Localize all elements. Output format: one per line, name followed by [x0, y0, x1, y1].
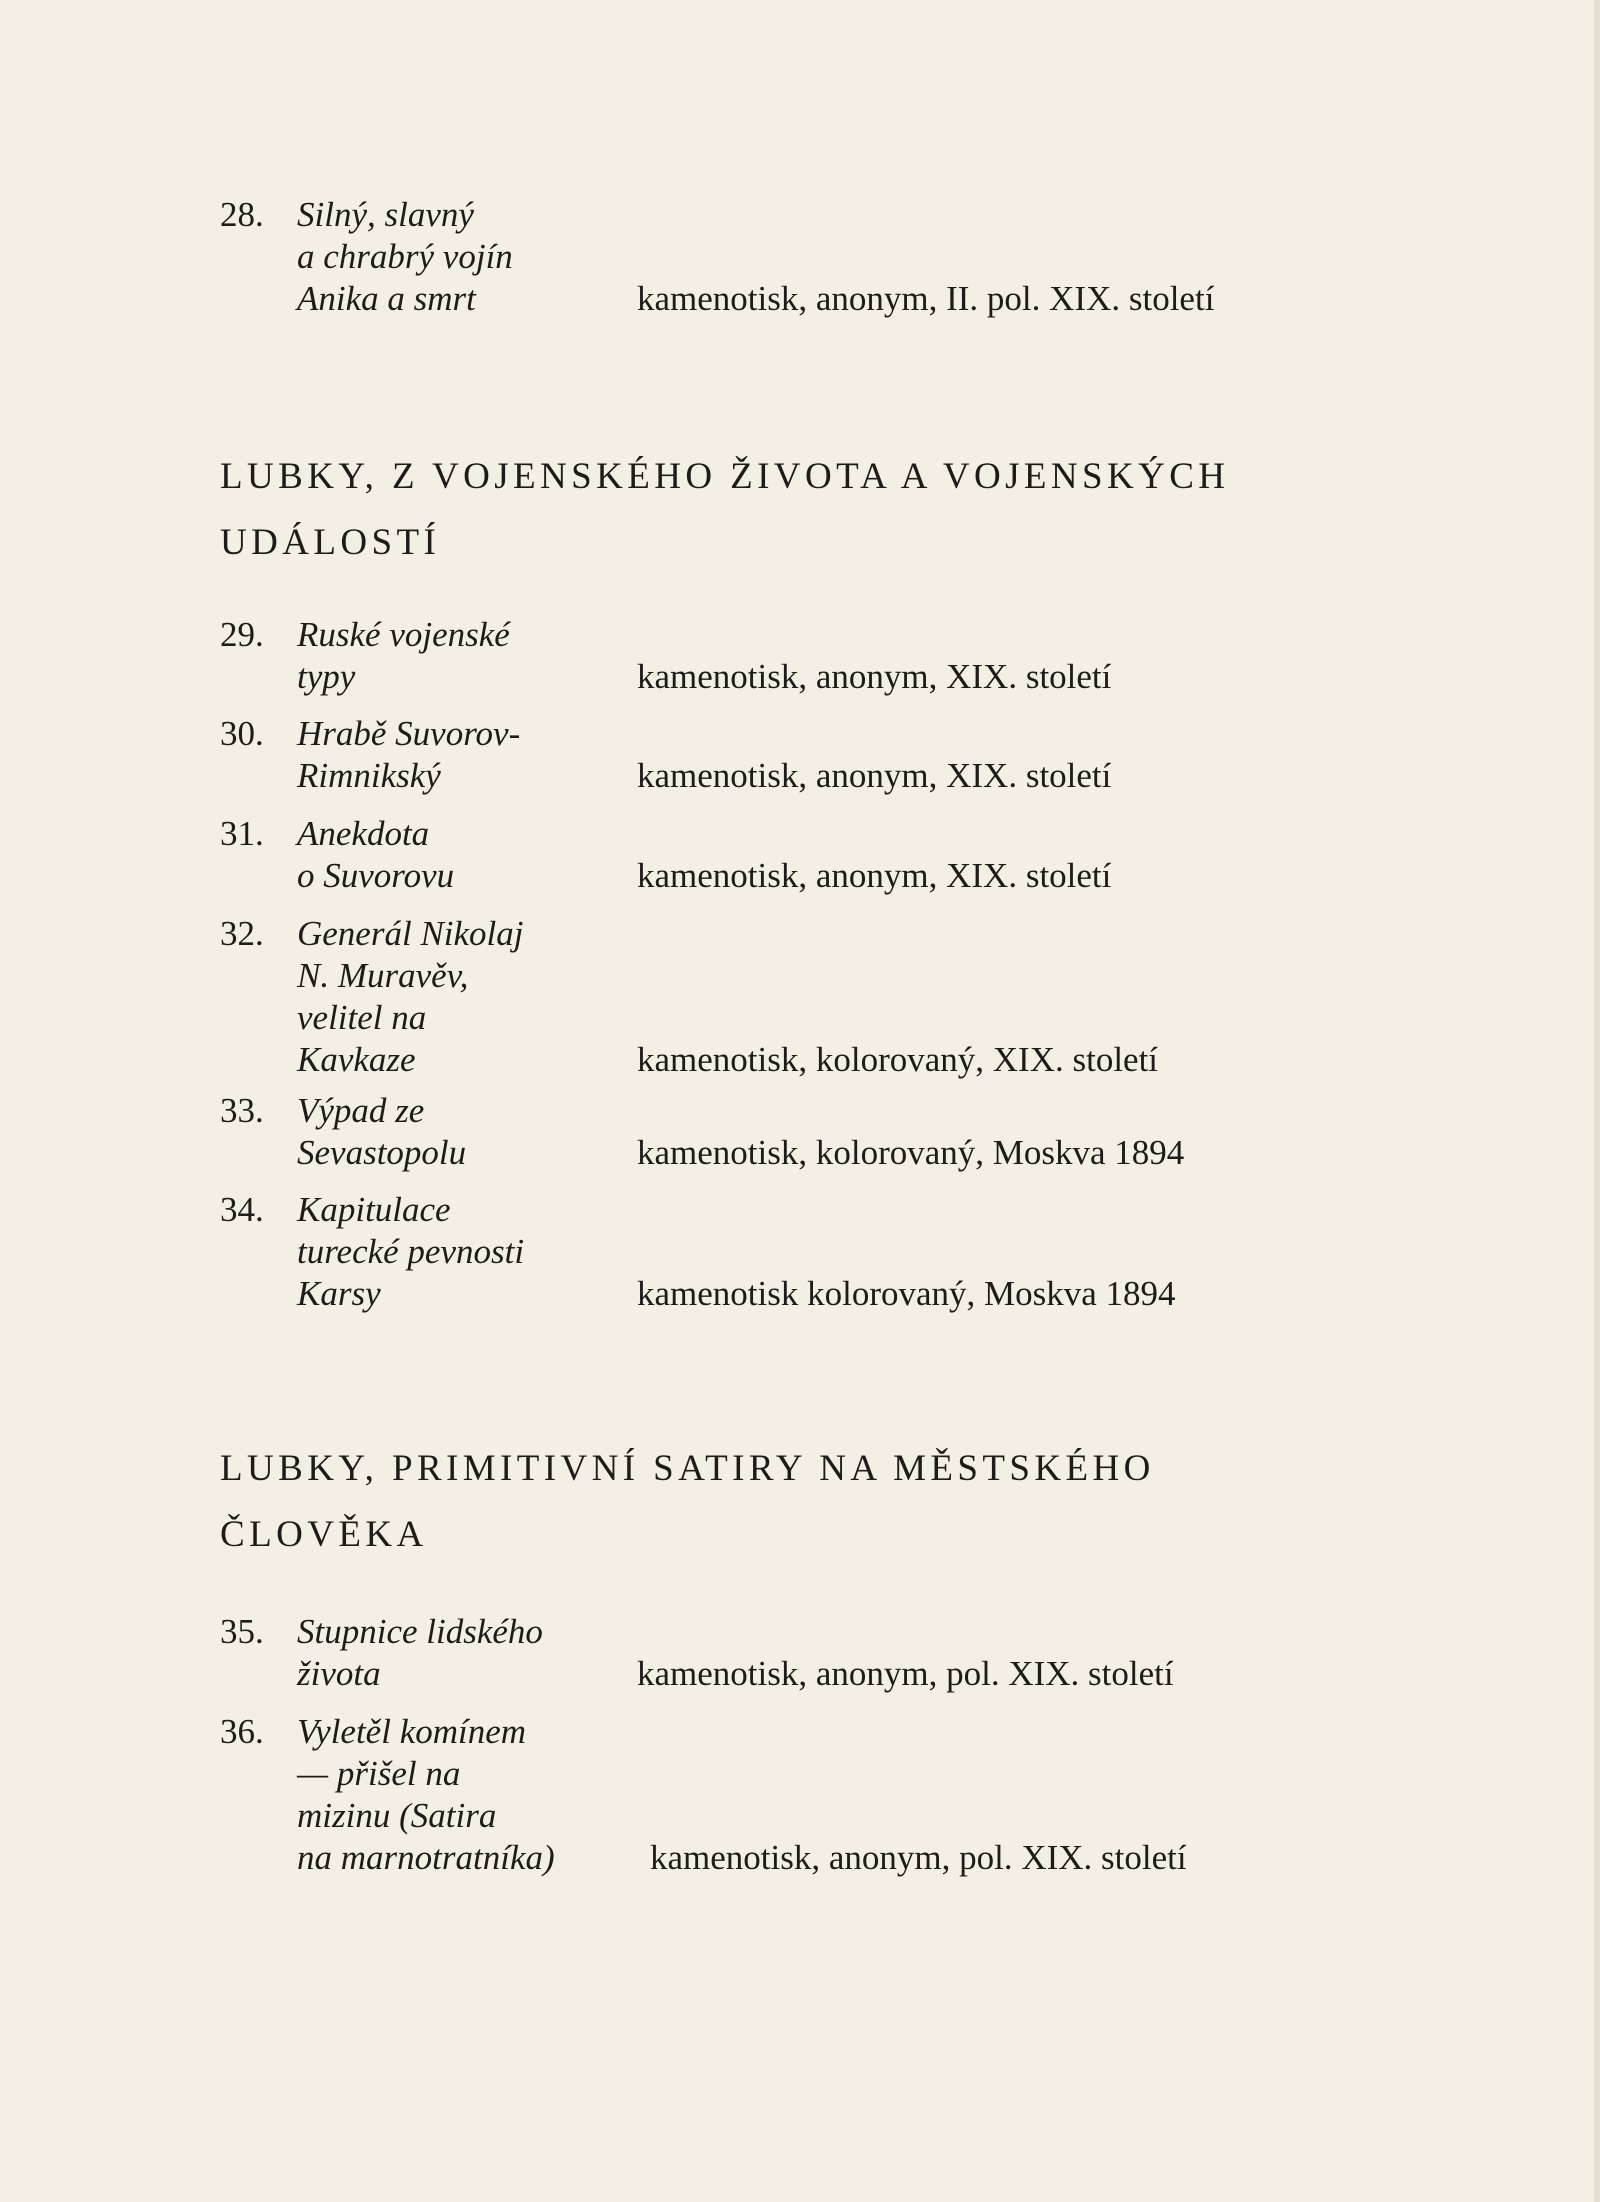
entry-title	[297, 913, 524, 1081]
entry-title-line: Ruské vojenské	[297, 615, 510, 654]
entry-title-line: velitel na	[297, 998, 427, 1037]
section-heading-line: UDÁLOSTÍ	[220, 522, 441, 563]
entry-description: kamenotisk, anonym, pol. XIX. století	[650, 1838, 1187, 1877]
entry-title-line: typy	[297, 657, 356, 696]
entry-description: kamenotisk, anonym, XIX. století	[637, 756, 1112, 795]
entry-description: kamenotisk, anonym, pol. XIX. století	[637, 1654, 1174, 1693]
entry-title-line: turecké pevnosti	[297, 1232, 525, 1271]
section-heading-line: ČLOVĚKA	[220, 1514, 428, 1555]
entry-title-line: Rimnikský	[297, 756, 441, 795]
section-heading-line: LUBKY, PRIMITIVNÍ SATIRY NA MĚSTSKÉHO	[220, 1448, 1155, 1489]
entry-title-line: Hrabě Suvorov-	[297, 714, 521, 753]
entry-title	[297, 813, 454, 897]
entry-title-line: Sevastopolu	[297, 1133, 467, 1172]
entry-title-line: života	[297, 1654, 381, 1693]
page-edge	[1594, 0, 1600, 2202]
section-heading-line: LUBKY, Z VOJENSKÉHO ŽIVOTA A VOJENSKÝCH	[220, 456, 1230, 497]
entry-title-line: Kapitulace	[297, 1190, 451, 1229]
entry-title-line: Anekdota	[297, 814, 430, 853]
entry-title-line: Kavkaze	[297, 1040, 416, 1079]
entry-description: kamenotisk, anonym, XIX. století	[637, 657, 1112, 696]
entry-number: 31.	[220, 814, 264, 853]
entry-description: kamenotisk kolorovaný, Moskva 1894	[637, 1274, 1176, 1313]
entry-title	[297, 1189, 524, 1315]
entry-title	[297, 614, 510, 698]
entry-title-line: Generál Nikolaj	[297, 914, 524, 953]
entry-description: kamenotisk, anonym, II. pol. XIX. století	[637, 279, 1215, 318]
entry-title	[297, 194, 513, 320]
entry-description: kamenotisk, anonym, XIX. století	[637, 856, 1112, 895]
entry-number: 32.	[220, 914, 264, 953]
entry-number: 28.	[220, 195, 264, 234]
entry-title-line: o Suvorovu	[297, 856, 455, 895]
entry-description: kamenotisk, kolorovaný, XIX. století	[637, 1040, 1159, 1079]
entry-title	[297, 1611, 543, 1695]
entry-title-line: N. Muravěv,	[297, 956, 469, 995]
entry-title	[297, 713, 520, 797]
entry-number: 34.	[220, 1190, 264, 1229]
entry-description: kamenotisk, kolorovaný, Moskva 1894	[637, 1133, 1185, 1172]
entry-title-line: na marnotratníka)	[297, 1838, 555, 1877]
entry-title	[297, 1090, 466, 1174]
entry-title-line: Stupnice lidského	[297, 1612, 543, 1651]
entry-number: 33.	[220, 1091, 264, 1130]
section-heading	[220, 1436, 1420, 1568]
entry-title-line: Karsy	[297, 1274, 381, 1313]
entry-title-line: a chrabrý vojín	[297, 237, 513, 276]
entry-number: 29.	[220, 615, 264, 654]
entry-title-line: Anika a smrt	[297, 279, 476, 318]
entry-title	[297, 1711, 555, 1879]
section-heading	[220, 444, 1420, 576]
entry-number: 36.	[220, 1712, 264, 1751]
entry-title-line: Výpad ze	[297, 1091, 425, 1130]
entry-title-line: mizinu (Satira	[297, 1796, 497, 1835]
entry-number: 30.	[220, 714, 264, 753]
entry-title-line: — přišel na	[297, 1754, 461, 1793]
entry-number: 35.	[220, 1612, 264, 1651]
entry-title-line: Silný, slavný	[297, 195, 474, 234]
entry-title-line: Vyletěl komínem	[297, 1712, 527, 1751]
